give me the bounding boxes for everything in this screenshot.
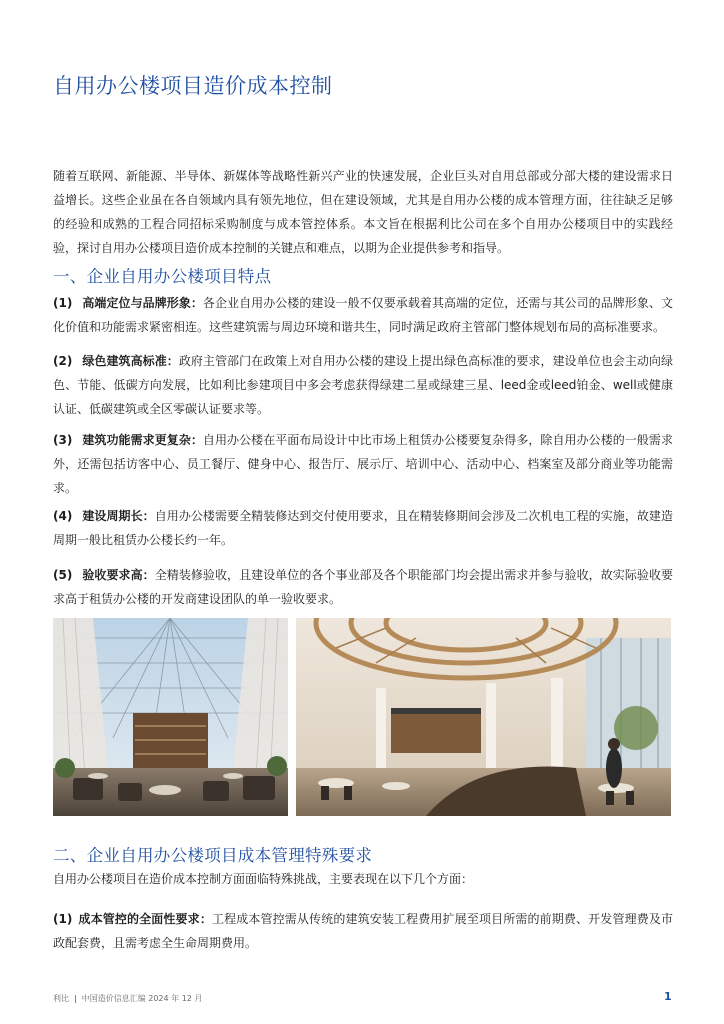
footer: [53, 993, 202, 1004]
point-number: (1): [53, 912, 73, 926]
point-number: (3): [53, 433, 73, 447]
point-label: 高端定位与品牌形象：: [82, 296, 203, 310]
section-2-point-1: [53, 907, 673, 955]
section-1-point-1: [53, 291, 673, 339]
page-number: 1: [664, 990, 672, 1003]
point-number: (2): [53, 354, 73, 368]
section-2-heading: 二、企业自用办公楼项目成本管理特殊要求: [53, 846, 373, 865]
page-title: 自用办公楼项目造价成本控制: [53, 74, 333, 99]
section-1-heading: 一、企业自用办公楼项目特点: [53, 267, 272, 286]
point-number: (4): [53, 509, 73, 523]
point-text: 各企业自用办公楼的建设一般不仅要承载着其高端的定位，还需与其公司的品牌形象、文化价值和功能需求紧密相连。这些建筑需与周边环境和谐共生，同时满足政府主管部门整体规划布局的高标准要求。: [53, 296, 673, 334]
section-1-point-4: [53, 504, 673, 552]
point-text: 工程成本管控需从传统的建筑安装工程费用扩展至项目所需的前期费、开发管理费及市政配套费，且需考虑全生命周期费用。: [53, 912, 673, 950]
point-text: 自用办公楼需要全精装修达到交付使用要求，且在精装修期间会涉及二次机电工程的实施，故建造周期一般比租赁办公楼长约一年。: [53, 509, 673, 547]
point-label: 验收要求高：: [82, 568, 155, 582]
point-number: (5): [53, 568, 73, 582]
point-label: 绿色建筑高标准：: [82, 354, 179, 368]
intro-paragraph: 随着互联网、新能源、半导体、新媒体等战略性新兴产业的快速发展，企业巨头对自用总部或分部大楼的建设需求日益增长。这些企业虽在各自领域内具有领先地位，但在建设领域，尤其是自用办公楼的成本管理方面，往往缺乏足够的经验和成熟的工程合同招标采购制度与成本管控体系。本文旨在根据利比公司在多个自用办公楼项目中的实践经验，探讨自用办公楼项目造价成本控制的关键点和难点，以期为企业提供参考和指导。: [53, 169, 673, 255]
section-1-point-2: [53, 349, 673, 421]
footer-separator: |: [74, 994, 77, 1003]
point-label: 建设周期长：: [82, 509, 155, 523]
cafeteria-photo: [296, 618, 671, 816]
point-label: 成本管控的全面性要求：: [78, 912, 212, 926]
section-1-point-5: [53, 563, 673, 611]
section-1-point-3: [53, 428, 673, 500]
footer-brand: 利比: [53, 994, 69, 1003]
point-text: 自用办公楼在平面布局设计中比市场上租赁办公楼要复杂得多，除自用办公楼的一般需求外，还需包括访客中心、员工餐厅、健身中心、报告厅、展示厅、培训中心、活动中心、档案室及部分商业等功能需求。: [53, 433, 673, 495]
atrium-lobby-photo: [53, 618, 288, 816]
point-text: 政府主管部门在政策上对自用办公楼的建设上提出绿色高标准的要求，建设单位也会主动向绿色、节能、低碳方向发展，比如利比参建项目中多会考虑获得绿建二星或绿建三星、leed金或leed铂金、well或健康认证、低碳建筑或全区零碳认证要求等。: [53, 354, 673, 416]
point-label: 建筑功能需求更复杂：: [82, 433, 203, 447]
section-2-intro: 自用办公楼项目在造价成本控制方面面临特殊挑战，主要表现在以下几个方面：: [53, 872, 474, 886]
point-text: 全精装修验收，且建设单位的各个事业部及各个职能部门均会提出需求并参与验收，故实际验收要求高于租赁办公楼的开发商建设团队的单一验收要求。: [53, 568, 673, 606]
point-number: (1): [53, 296, 73, 310]
footer-publication: 中国造价信息汇编 2024 年 12 月: [81, 994, 203, 1003]
